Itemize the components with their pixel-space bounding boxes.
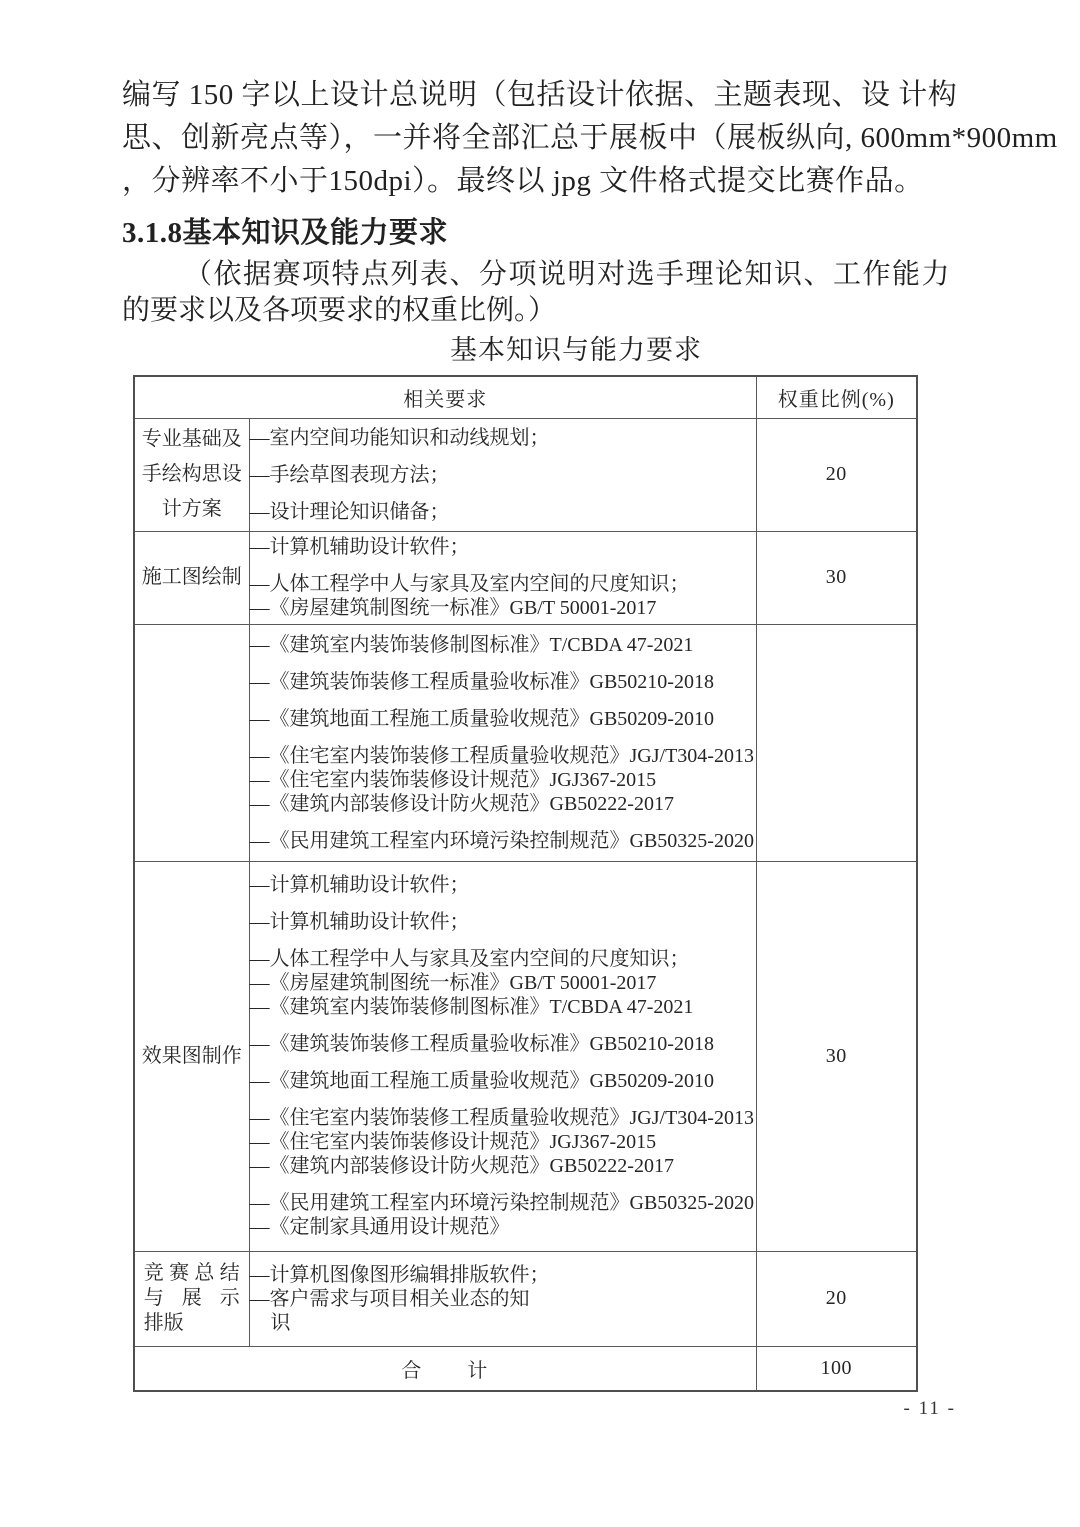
requirement-item: —人体工程学中人与家具及室内空间的尺度知识； — [249, 948, 690, 970]
section-note — [122, 257, 958, 329]
intro-paragraph — [122, 74, 1058, 203]
requirement-item: —《建筑装饰装修工程质量验收标准》GB50210-2018 — [249, 1033, 714, 1055]
requirement-item: —《房屋建筑制图统一标准》GB/T 50001-2017 — [249, 597, 657, 619]
requirement-item: —《定制家具通用设计规范》 — [249, 1216, 510, 1238]
requirement-item: —《住宅室内装饰装修设计规范》JGJ367-2015 — [249, 1131, 657, 1153]
weight-cell — [756, 624, 917, 861]
requirement-item: —计算机辅助设计软件； — [249, 536, 470, 558]
table-row — [134, 861, 917, 1251]
requirement-item: —《建筑地面工程施工质量验收规范》GB50209-2010 — [249, 707, 714, 730]
table-row — [134, 624, 917, 861]
category-cell — [134, 531, 249, 624]
table-row — [134, 531, 917, 624]
category-line: 与展示 — [143, 1287, 240, 1309]
requirement-item: —计算机辅助设计软件； — [249, 874, 470, 896]
table-header-row — [134, 376, 917, 418]
category-line: 竞赛总结 — [143, 1262, 240, 1284]
intro-line: ，分辨率不小于150dpi）。最终以 jpg 文件格式提交比赛作品。 — [122, 165, 924, 197]
requirement-item: —手绘草图表现方法； — [249, 463, 450, 486]
total-label: 合 计 — [134, 1346, 756, 1391]
total-weight-cell: 100 — [756, 1346, 917, 1391]
weight-cell: 30 — [756, 531, 917, 624]
requirement-item: —《住宅室内装饰装修设计规范》JGJ367-2015 — [249, 768, 657, 791]
weight-cell: 20 — [756, 418, 917, 531]
requirement-item: —《民用建筑工程室内环境污染控制规范》GB50325-2020 — [249, 829, 754, 852]
requirement-item: —《建筑内部装修设计防火规范》GB50222-2017 — [249, 1155, 674, 1177]
requirement-item: —《住宅室内装饰装修工程质量验收规范》JGJ/T304-2013 — [249, 1107, 754, 1129]
category-cell — [134, 1251, 249, 1346]
intro-line: 编写 150 字以上设计总说明（包括设计依据、主题表现、设 计构 — [122, 79, 958, 111]
weight-cell: 20 — [756, 1251, 917, 1346]
requirement-item: —《民用建筑工程室内环境污染控制规范》GB50325-2020 — [249, 1192, 754, 1214]
requirements-cell — [249, 1251, 756, 1346]
note-line: （依据赛项特点列表、分项说明对选手理论知识、工作能力 — [184, 259, 952, 290]
requirement-item: —设计理论知识储备； — [249, 500, 450, 523]
category-cell — [134, 861, 249, 1251]
table-title: 基本知识与能力要求 — [450, 335, 702, 365]
requirement-item: —客户需求与项目相关业态的知 — [249, 1287, 530, 1310]
table-row — [134, 1251, 917, 1346]
header-cell-requirements: 相关要求 — [134, 376, 756, 418]
category-line: 计方案 — [161, 498, 222, 520]
category-line: 施工图绘制 — [141, 566, 242, 588]
requirement-item: —计算机图像图形编辑排版软件； — [249, 1263, 550, 1286]
requirement-item: —人体工程学中人与家具及室内空间的尺度知识； — [249, 573, 690, 595]
category-line: 手绘构思设 — [141, 463, 242, 485]
category-cell — [134, 418, 249, 531]
requirement-item: —《建筑室内装饰装修制图标准》T/CBDA 47-2021 — [249, 633, 694, 656]
total-row — [134, 1346, 917, 1391]
requirement-item: —《建筑装饰装修工程质量验收标准》GB50210-2018 — [249, 670, 714, 693]
requirement-item: —计算机辅助设计软件； — [249, 911, 470, 933]
requirements-cell — [249, 861, 756, 1251]
requirement-item: —《房屋建筑制图统一标准》GB/T 50001-2017 — [249, 972, 657, 994]
category-line: 排版 — [143, 1312, 184, 1334]
category-cell — [134, 624, 249, 861]
table-row — [134, 418, 917, 531]
category-line: 效果图制作 — [141, 1044, 242, 1067]
requirements-cell — [249, 624, 756, 861]
requirement-item: —《建筑室内装饰装修制图标准》T/CBDA 47-2021 — [249, 996, 694, 1018]
requirement-item: —《建筑地面工程施工质量验收规范》GB50209-2010 — [249, 1070, 714, 1092]
intro-line: 思、创新亮点等），一并将全部汇总于展板中（展板纵向, 600mm*900mm — [122, 122, 1058, 154]
requirements-cell — [249, 418, 756, 531]
requirement-item: —《建筑内部装修设计防火规范》GB50222-2017 — [249, 792, 674, 815]
section-heading: 3.1.8基本知识及能力要求 — [122, 217, 449, 249]
requirement-item: —《住宅室内装饰装修工程质量验收规范》JGJ/T304-2013 — [249, 744, 754, 767]
requirement-item: 识 — [270, 1311, 291, 1334]
requirement-item: —室内空间功能知识和动线规划； — [249, 426, 550, 449]
note-line: 的要求以及各项要求的权重比例。） — [122, 295, 557, 326]
requirements-table — [133, 375, 918, 1392]
page-number: - 11 - — [903, 1398, 956, 1419]
weight-cell: 30 — [756, 861, 917, 1251]
requirements-cell — [249, 531, 756, 624]
header-cell-weight: 权重比例(%) — [756, 376, 917, 418]
category-line: 专业基础及 — [141, 428, 242, 450]
